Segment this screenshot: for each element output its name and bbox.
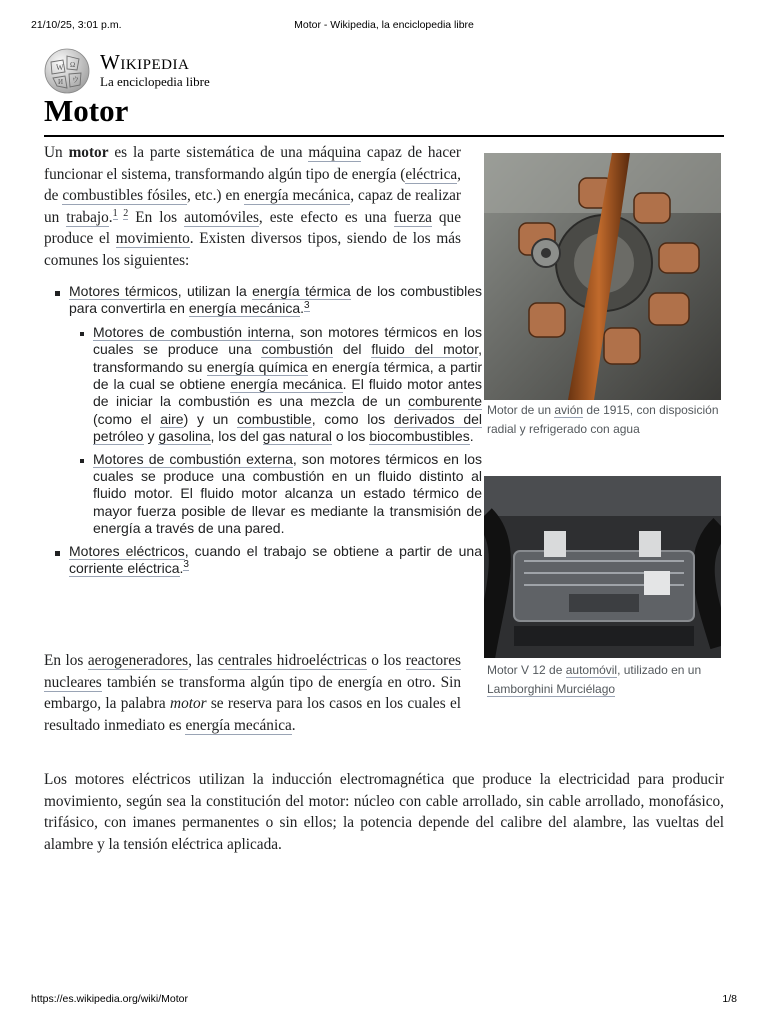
link-lamborghini-murcielago[interactable]: Lamborghini Murciélago — [487, 682, 616, 696]
motor-types-list — [47, 283, 482, 583]
link-electrica[interactable]: eléctrica — [405, 165, 458, 183]
link-energia-mecanica-3[interactable]: energía mecánica — [230, 376, 343, 393]
print-date: 21/10/25, 3:01 p.m. — [31, 19, 122, 31]
svg-text:Ω: Ω — [70, 61, 76, 69]
intro-paragraph: Un motor es la parte sistemática de una máquina capaz de hacer funcionar el sistema, transformando algún tipo de energía (eléctrica, de combustibles fósiles, etc.) en energía mecánica, capaz de realizar un trabajo.$^{1 2}$ En los automóviles, este efecto es una fuerza que produce el movimiento. Existen diversos tipos, siendo de los más comunes los siguientes: — [44, 144, 462, 269]
wikipedia-tagline: La enciclopedia libre — [100, 74, 210, 89]
link-derivados-petroleo[interactable]: derivados del petróleo — [93, 410, 482, 445]
link-fuerza[interactable]: fuerza — [393, 208, 432, 226]
list-item-electricos: Motores eléctricos, cuando el trabajo se obtiene a partir de una corriente eléctrica.$^3$ — [69, 542, 482, 577]
print-header — [0, 19, 768, 33]
link-automovil[interactable]: automóvil — [565, 663, 618, 677]
link-energia-mecanica-2[interactable]: energía mecánica — [188, 300, 301, 317]
aircraft-engine-image[interactable] — [484, 153, 721, 400]
ref-2[interactable]: 2 — [123, 207, 129, 219]
print-title: Motor - Wikipedia, la enciclopedia libre — [294, 19, 474, 31]
svg-text:W: W — [56, 63, 64, 72]
link-reactores-nucleares[interactable]: reactores nucleares — [44, 652, 461, 691]
link-motores-electricos[interactable]: Motores eléctricos — [69, 542, 185, 559]
link-energia-mecanica[interactable]: energía mecánica — [243, 187, 351, 205]
link-gas-natural[interactable]: gas natural — [262, 428, 332, 445]
v12-engine-image[interactable] — [484, 476, 721, 658]
wikipedia-logo[interactable] — [43, 46, 243, 94]
link-gasolina[interactable]: gasolina — [158, 428, 211, 445]
link-maquina[interactable]: máquina — [308, 144, 362, 161]
figure2-caption: Motor V 12 de automóvil, utilizado en un Lamborghini Murciélago — [487, 663, 702, 696]
link-movimiento[interactable]: movimiento — [115, 230, 190, 248]
thermal-subtypes-list — [69, 324, 482, 538]
link-combustion-externa[interactable]: Motores de combustión externa — [93, 450, 293, 467]
link-aire[interactable]: aire — [160, 410, 184, 427]
link-automoviles[interactable]: automóviles — [184, 208, 259, 226]
link-combustion[interactable]: combustión — [261, 341, 334, 358]
puzzle-globe-icon — [43, 48, 91, 94]
link-motores-termicos[interactable]: Motores térmicos — [69, 283, 178, 299]
link-combustibles-fosiles[interactable]: combustibles fósiles — [62, 187, 187, 205]
wikipedia-wordmark: Wikipedia — [100, 50, 190, 74]
aerogeneradores-paragraph: En los aerogeneradores, las centrales hidroeléctricas o los reactores nucleares también se transforma algún tipo de energía en otro. Sin embargo, la palabra motor se reserva para los casos en los cuales el resultado inmediato es energía mecánica. — [44, 652, 461, 734]
link-energia-quimica[interactable]: energía química — [206, 358, 308, 375]
link-biocombustibles[interactable]: biocombustibles — [369, 428, 470, 445]
link-corriente-electrica[interactable]: corriente eléctrica — [69, 560, 180, 577]
title-divider — [44, 135, 724, 137]
link-energia-termica[interactable]: energía térmica — [252, 283, 351, 299]
link-trabajo[interactable]: trabajo — [66, 208, 109, 226]
svg-text:И: И — [58, 78, 64, 86]
ref-3[interactable]: 3 — [304, 299, 310, 311]
ref-3b[interactable]: 3 — [183, 559, 189, 571]
link-comburente[interactable]: comburente — [408, 393, 482, 410]
print-url: https://es.wikipedia.org/wiki/Motor — [31, 993, 188, 1005]
figure1-caption: Motor de un avión de 1915, con disposición radial y refrigerado con agua — [487, 403, 719, 436]
motores-electricos-paragraph: Los motores eléctricos utilizan la inducción electromagnética que produce la electricidad para producir movimiento, según sea la constitución del motor: núcleo con cable arrollado, sin cable arrollado, monofásico, trifásico, con imanes permanentes o sin ellos; la potencia depende del calibre del alambre, las vueltas del alambre y la tensión eléctrica aplicada. — [44, 771, 724, 853]
link-combustible[interactable]: combustible — [237, 410, 312, 427]
link-centrales-hidroelectricas[interactable]: centrales hidroeléctricas — [217, 652, 367, 669]
list-item-externa: Motores de combustión externa, son motores térmicos en los cuales se produce una combustión en un fluido distinto al fluido motor. El fluido motor alcanza un estado térmico de mayor fuerza posible de llevar es mediante la transmisión de energía a través de una pared. — [93, 450, 482, 537]
link-combustion-interna[interactable]: Motores de combustión interna — [93, 323, 291, 340]
link-energia-mecanica-4[interactable]: energía mecánica — [185, 716, 292, 734]
svg-text:ウ: ウ — [72, 76, 79, 84]
link-avion[interactable]: avión — [554, 403, 584, 417]
list-item-termicos: Motores térmicos, utilizan la energía térmica de los combustibles para convertirla en energía mecánica.$^3$ Motores de combustión interna, son motores térmicos en los cuales se produce una combustión del fluido del motor, transformando su energía química en energía térmica, a partir de la cual se obtiene energía mecánica. El fluido motor antes de iniciar la combustión es una mezcla de un comburente (como el aire) y un combustible, como los derivados del petróleo y gasolina, los del gas natural o los biocombustibles. Motores de combustión externa, son motores térmicos en los cuales se produce una combustión en un fluido distinto al fluido motor. El fluido motor alcanza un estado térmico de mayor fuerza posible de llevar es mediante la transmisión de energía a través de una pared. — [69, 283, 482, 537]
link-fluido-del-motor[interactable]: fluido del motor — [371, 341, 479, 358]
ref-1[interactable]: 1 — [112, 207, 118, 219]
page-title: Motor — [44, 93, 129, 128]
list-item-interna: Motores de combustión interna, son motores térmicos en los cuales se produce una combustión del fluido del motor, transformando su energía química en energía térmica, a partir de la cual se obtiene energía mecánica. El fluido motor antes de iniciar la combustión es una mezcla de un comburente (como el aire) y un combustible, como los derivados del petróleo y gasolina, los del gas natural o los biocombustibles. — [93, 323, 482, 445]
link-aerogeneradores[interactable]: aerogeneradores — [87, 652, 189, 669]
page-number: 1/8 — [722, 993, 737, 1005]
